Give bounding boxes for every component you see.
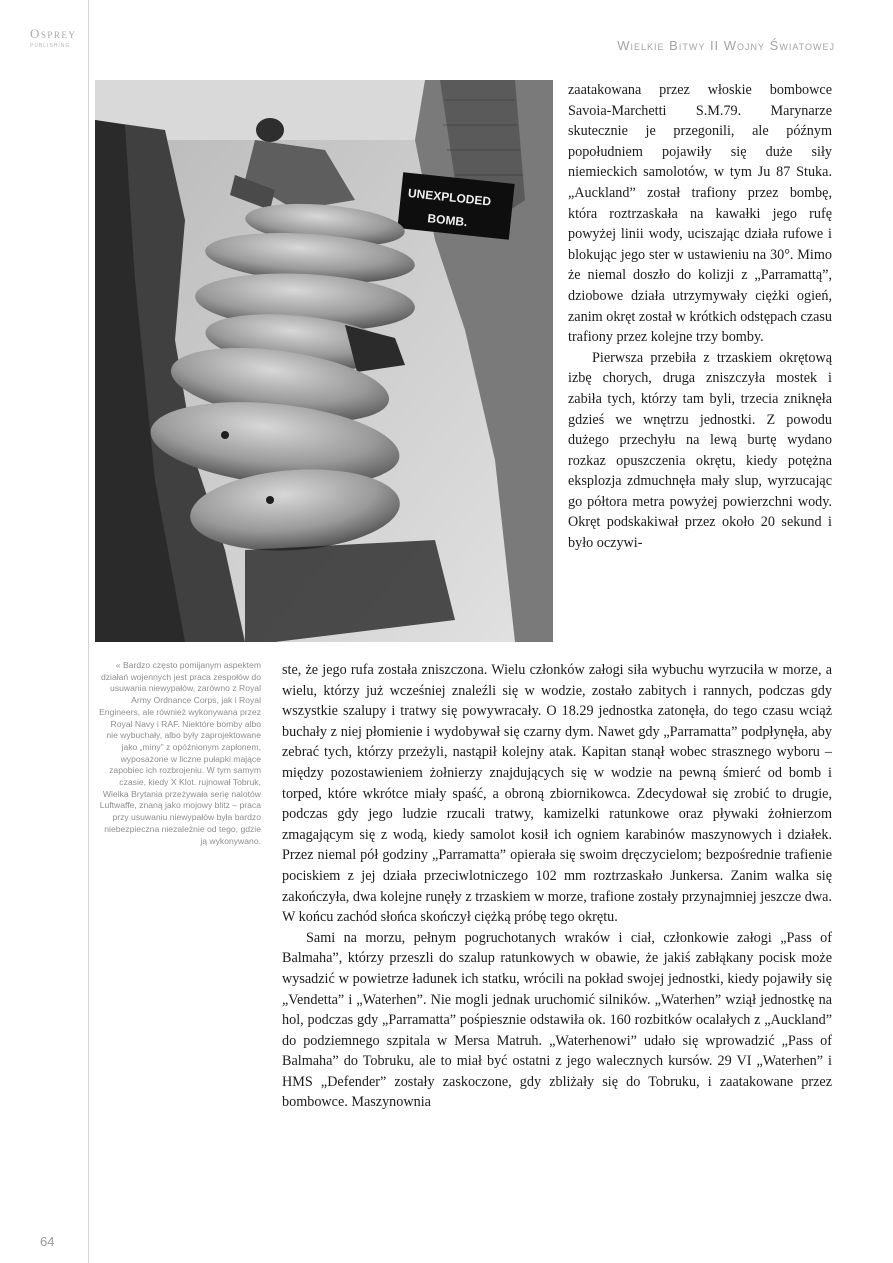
photo-unexploded-bombs (95, 80, 553, 642)
body-paragraph-3: Sami na morzu, pełnym pogruchotanych wraków i ciał, członkowie załogi „Pass of Balmaha”, którzy przeszli do szalup ratunkowych w obawie, że jakiś zabłąkany pocisk może wysadzić w powietrze ładunek ich statku, wrócili na pokład swojej jednostki, kiedy pojawiły się „Vendetta” i „Waterhen”. Nie mogli jednak uruchomić silników. „Waterhen” wziął jednostkę na hol, podczas gdy „Parramatta” pośpiesznie odstawiła ok. 160 rozbitków ocalałych z „Auckland” do podziemnego szpitala w Mersa Matruh. „Waterhenowi” udało się wprowadzić „Pass of Balmaha” do Tobruku, ale to miał być ostatni z jego walecznych kursów. 29 VI „Waterhen” i HMS „Defender” zostały zaskoczone, gdy zbliżały się do Tobruku, i zaatakowane przez bombowce. Maszynownia (282, 929, 832, 1111)
running-header: Wielkie Bitwy II Wojny Światowej (617, 38, 835, 53)
photo-caption: « Bardzo często pomijanym aspektem działań wojennych jest praca zespołów do usuwania niewypałów, zarówno z Royal Army Ordnance Corps, jak i Royal Engineers, ale również wykonywana przez Royal Navy i RAF. Niektóre bomby albo nie wybuchały, albo były zaprojektowane jako „miny” z opóźnionym zapłonem, wyposażone w liczne pułapki mające zapobiec ich rozbrojeniu. W tym samym czasie, kiedy X Klot. rujnował Tobruk, Wielka Brytania przeżywała serię nalotów Luftwaffe, znaną jako mojowy blitz – praca przy usuwaniu niewypałów była bardzo niebezpieczna niezależnie od tego, gdzie ją wykonywano. (99, 660, 261, 846)
publisher-logo-main: Osprey (30, 26, 77, 41)
page-number: 64 (40, 1234, 55, 1249)
body-column-wide (282, 660, 832, 1113)
body-column-right (568, 80, 832, 554)
body-paragraph-1: zaatakowana przez włoskie bombowce Savoia-Marchetti S.M.79. Marynarze skutecznie je przegonili, ale późnym popołudniem pojawiły się duże siły niemieckich samolotów, w tym Ju 87 Stuka. „Auckland” został trafiony przez bombę, która roztrzaskała na kawałki jego rufę powyżej linii wody, uciszając działa rufowe i blokując jego ster w ustawieniu na 30°. Mimo że niemal doszło do kolizji z „Parramattą”, dziobowe działa utrzymywały ciężki ogień, zanim okręt został w krótkich odstępach czasu trafiony przez kolejne trzy bomby. (568, 82, 832, 346)
sign-board (397, 172, 514, 239)
sign-line2: BOMB. (426, 211, 469, 230)
publisher-logo-sub: PUBLISHING (30, 43, 71, 49)
gutter-line (88, 0, 89, 1263)
publisher-logo (30, 26, 90, 49)
sign-line1: UNEXPLODED (407, 185, 492, 209)
body-paragraph-2-part2: ste, że jego rufa została zniszczona. Wielu członków załogi siła wybuchu wyrzuciła w morze, a wielu, którzy już wcześniej znaleźli się w wodzie, zostało zabitych i rannych, podczas gdy wszystkie szalupy i tratwy się powywracały. O 18.29 jednostka zatonęła, do tego czasu wciąż buchały z niej płomienie i wydobywał się czarny dym. Nawet gdy „Parramatta” podpłynęła, aby zebrać tych, którzy przeżyli, nastąpił kolejny atak. Kapitan stanął wobec strasznego wyboru – między pozostawieniem żołnierzy znajdujących się w wodzie na pewną śmierć od bomb i torped, które wkrótce miały spaść, a obroną zbiornikowca. Zdecydował się zrobić to drugie, podczas gdy jego ludzie rzucali tratwy, kamizelki ratunkowe oraz pływaki żołnierzom zmagającym się z wodą, kiedy samolot kosił ich ogniem karabinów maszynowych i działek. Przez niemal pół godziny „Parramatta” opierała się swoim dręczycielom; bezpośrednie trafienie pociskiem z jej działa przeciwlotniczego 102 mm roztrzaskało Junkersa. Zanim walka się zakończyła, dwa kolejne runęły z trzaskiem w morze, trafione zostały przynajmniej jeszcze dwa. W końcu zachód słońca skończył ciężką próbę tego okrętu. (282, 662, 832, 926)
body-paragraph-2-part1: Pierwsza przebiła z trzaskiem okrętową izbę chorych, druga zniszczyła mostek i zabiła tych, którzy tam byli, trzecia zniknęła gdzieś we wnętrzu jednostki. Z powodu dużego przechyłu na lewą burtę wydano rozkaz opuszczenia okrętu, kiedy potężna eksplozja zdmuchnęła mały slup, wyrzucając go półtora metra powyżej powierzchni wody. Okręt podskakiwał przez około 20 sekund i było oczywi- (568, 349, 832, 552)
